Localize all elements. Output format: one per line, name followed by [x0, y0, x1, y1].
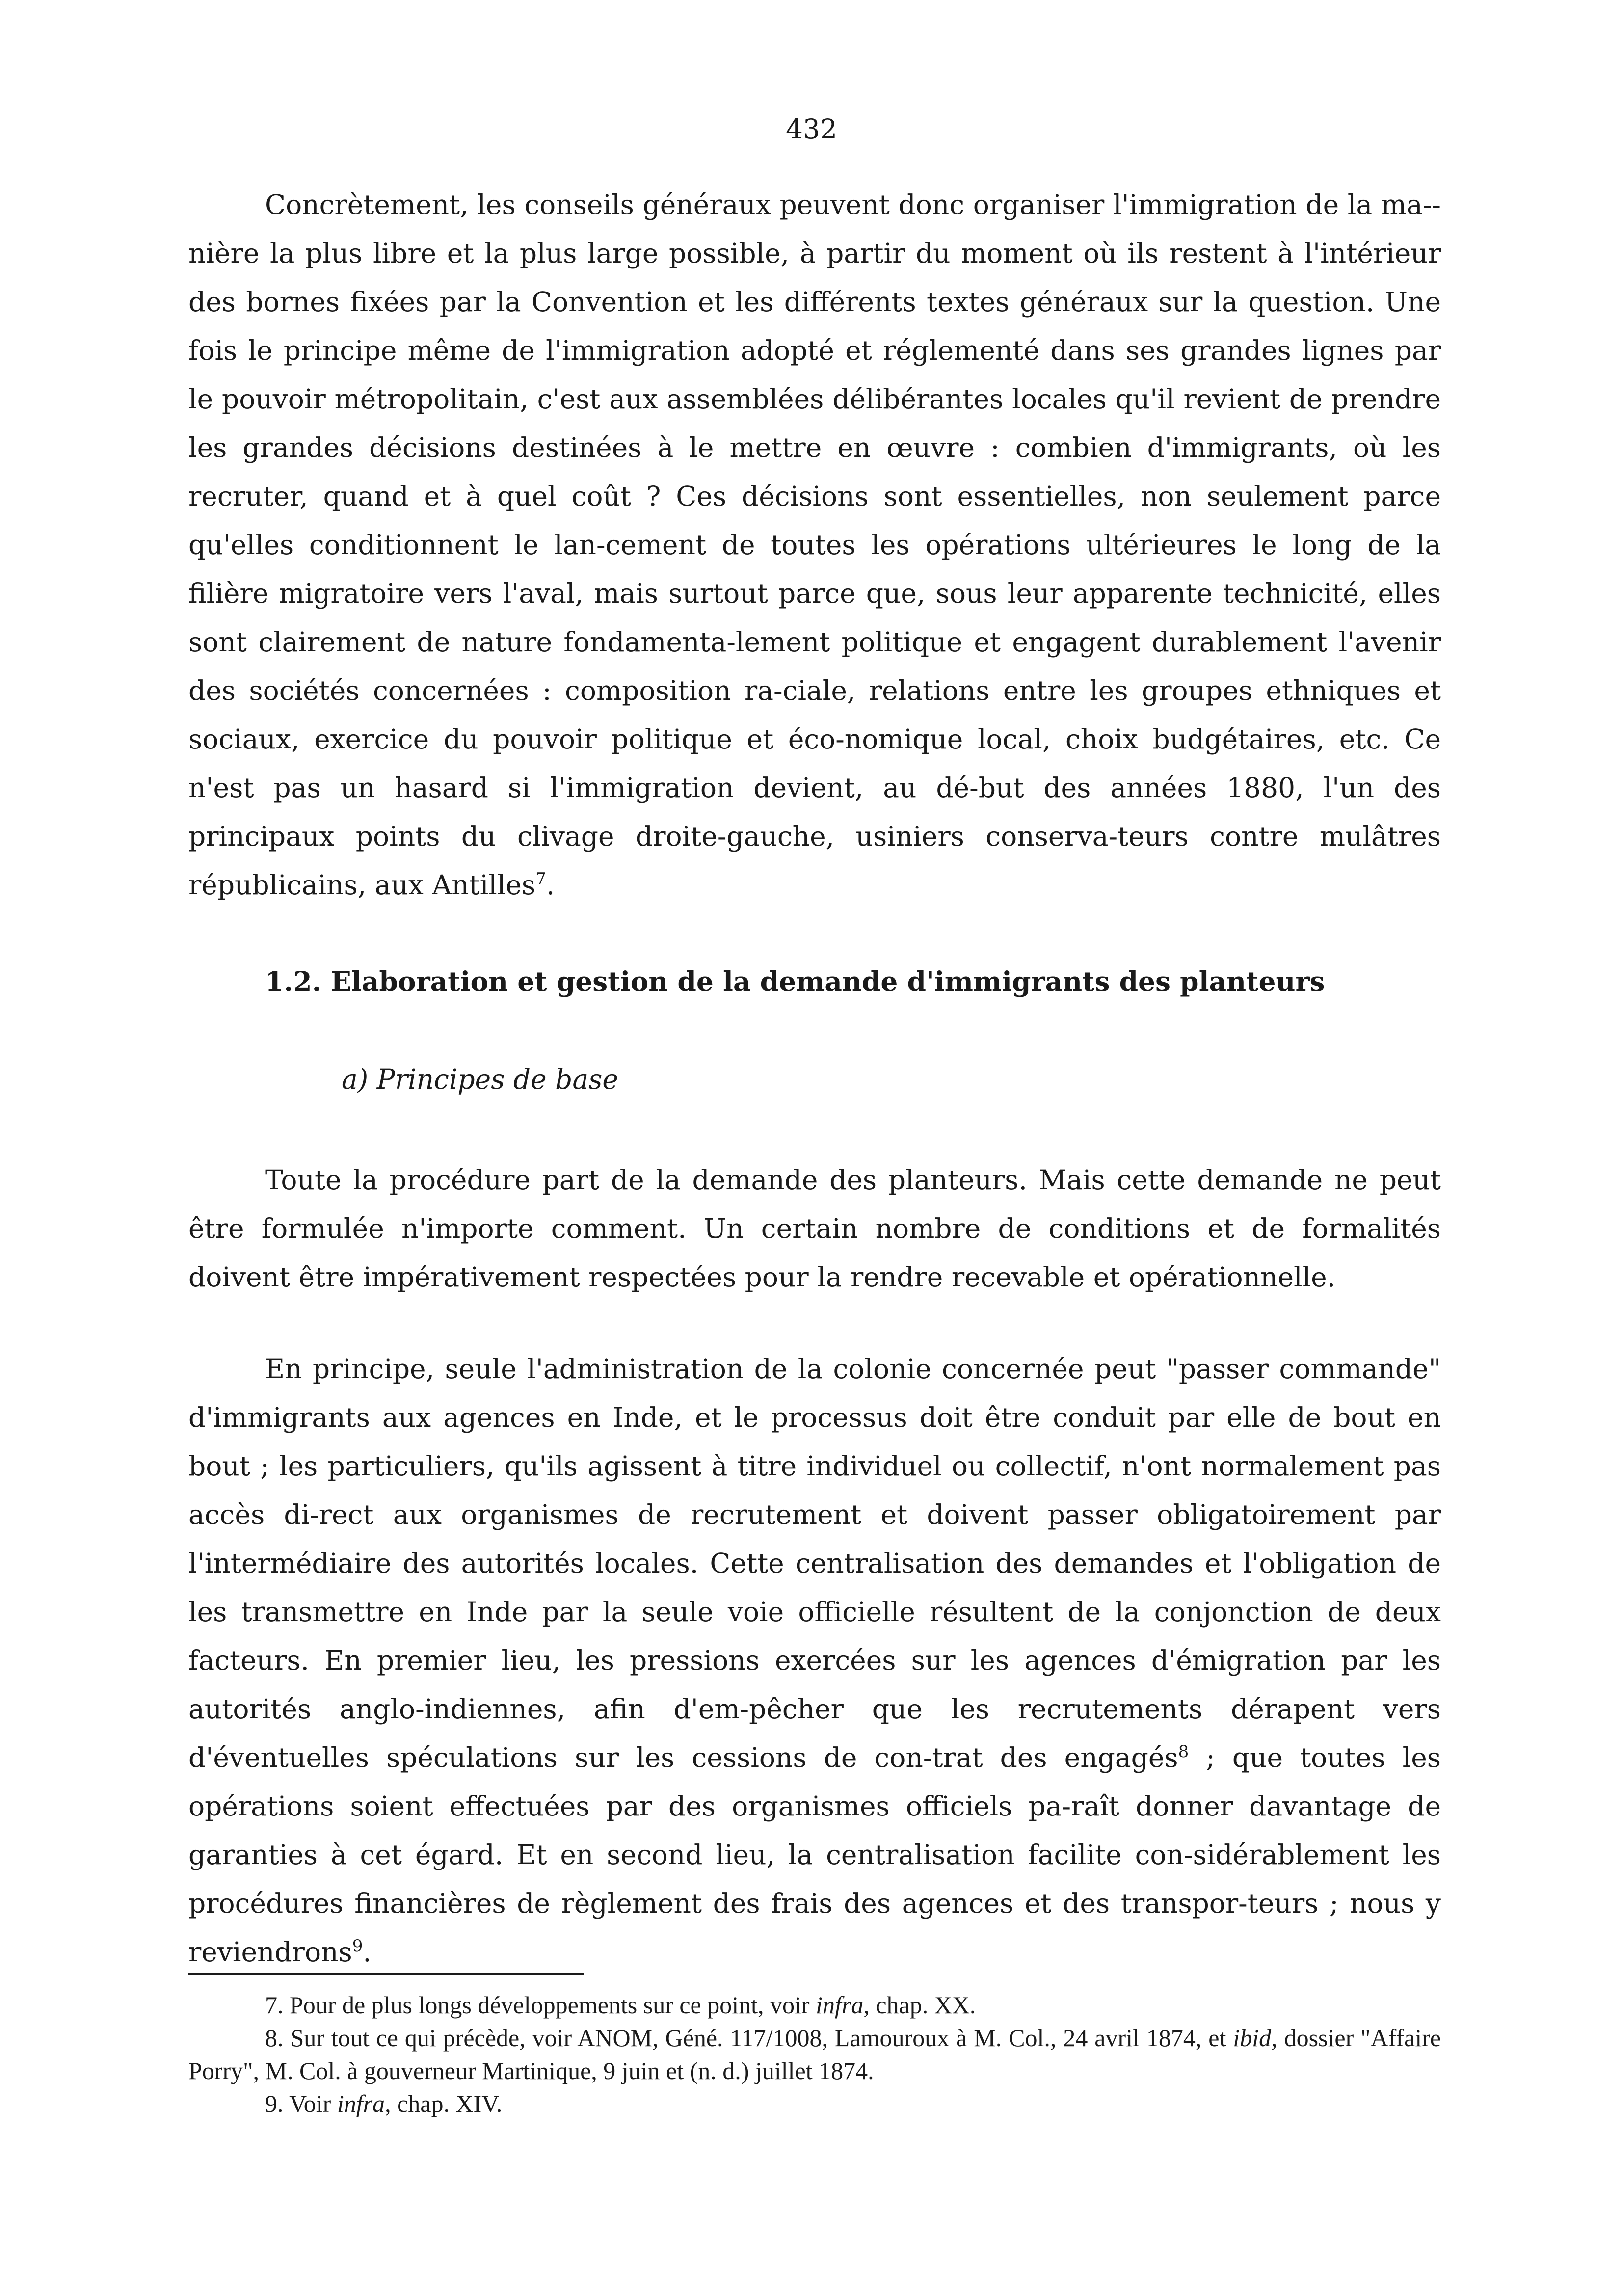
footnote-ref-7: 7: [535, 869, 546, 889]
paragraph-1-end: .: [546, 869, 555, 901]
footnote-8-tail: , dossier "Affaire Porry", M. Col. à gouverneur Martinique, 9 juin et (n. d.) juillet 1874.: [188, 2024, 1441, 2084]
footnote-7-text: 7. Pour de plus longs développements sur ce point, voir: [265, 1991, 816, 2019]
paragraph-2-text: Toute la procédure part de la demande des planteurs. Mais cette demande ne peut être formulée n'importe comment. Un certain nombre de conditions et de formalités doivent être impérativement respectées pour la rendre recevable et opérationnelle.: [188, 1164, 1441, 1293]
footnote-7: [188, 1989, 1441, 2022]
paragraph-3-text-a: En principe, seule l'administration de la colonie concernée peut "passer commande" d'immigrants aux agences en Inde, et le processus doit être conduit par elle de bout en bout ; les particuliers, qu'ils agissent à titre individuel ou collectif, n'ont normalement pas accès di-rect aux organismes de recrutement et doivent passer obligatoirement par l'intermédiaire des autorités locales. Cette centralisation des demandes et l'obligation de les transmettre en Inde par la seule voie officielle résultent de la conjonction de deux facteurs. En premier lieu, les pressions exercées sur les agences d'émigration par les autorités anglo-indiennes, afin d'em-pêcher que les recrutements dérapent vers d'éventuelles spéculations sur les cessions de con-trat des engagés: [188, 1353, 1441, 1773]
footnote-separator: [188, 1973, 584, 1975]
footnote-9-text: 9. Voir: [265, 2090, 337, 2117]
footnote-7-tail: , chap. XX.: [863, 1991, 976, 2019]
body-paragraph-2: [188, 1156, 1441, 1302]
footnotes: [188, 1989, 1441, 2120]
footnote-8: [188, 2022, 1441, 2087]
body-paragraph-1: [188, 181, 1441, 909]
body-paragraph-3: [188, 1345, 1441, 1976]
subsection-heading: a) Principes de base: [342, 1064, 618, 1095]
footnote-8-italic: ibid: [1233, 2024, 1272, 2052]
paragraph-3-text-b: ; que toutes les opérations soient effectuées par des organismes officiels pa-raît donner davantage de garanties à cet égard. Et en second lieu, la centralisation facilite con-sidérablement les procédures financières de règlement des frais des agences et des transpor-teurs ; nous y reviendrons: [188, 1742, 1441, 1968]
footnote-ref-9: 9: [352, 1936, 363, 1956]
page-number: 432: [786, 113, 837, 145]
footnote-8-text: 8. Sur tout ce qui précède, voir ANOM, Géné. 117/1008, Lamouroux à M. Col., 24 avril 1874, et: [265, 2024, 1233, 2052]
section-heading: 1.2. Elaboration et gestion de la demande d'immigrants des planteurs: [265, 965, 1325, 997]
paragraph-3-end: .: [363, 1936, 372, 1968]
footnote-9-tail: , chap. XIV.: [385, 2090, 503, 2117]
footnote-9-italic: infra: [337, 2090, 385, 2117]
footnote-9: [188, 2087, 1441, 2120]
footnote-ref-8: 8: [1178, 1742, 1189, 1762]
paragraph-1-text: Concrètement, les conseils généraux peuvent donc organiser l'immigration de la ma-nière la plus libre et la plus large possible, à partir du moment où ils restent à l'intérieur des bornes fixées par la Convention et les différents textes généraux sur la question. Une fois le principe même de l'immigration adopté et réglementé dans ses grandes lignes par le pouvoir métropolitain, c'est aux assemblées délibérantes locales qu'il revient de prendre les grandes décisions destinées à le mettre en œuvre : combien d'immigrants, où les recruter, quand et à quel coût ? Ces décisions sont essentielles, non seulement parce qu'elles conditionnent le lan-cement de toutes les opérations ultérieures le long de la filière migratoire vers l'aval, mais surtout parce que, sous leur apparente technicité, elles sont clairement de nature fondamenta-lement politique et engagent durablement l'avenir des sociétés concernées : composition ra-ciale, relations entre les groupes ethniques et sociaux, exercice du pouvoir politique et éco-nomique local, choix budgétaires, etc. Ce n'est pas un hasard si l'immigration devient, au dé-but des années 1880, l'un des principaux points du clivage droite-gauche, usiniers conserva-teurs contre mulâtres républicains, aux Antilles: [188, 189, 1441, 901]
footnote-7-italic: infra: [816, 1991, 864, 2019]
